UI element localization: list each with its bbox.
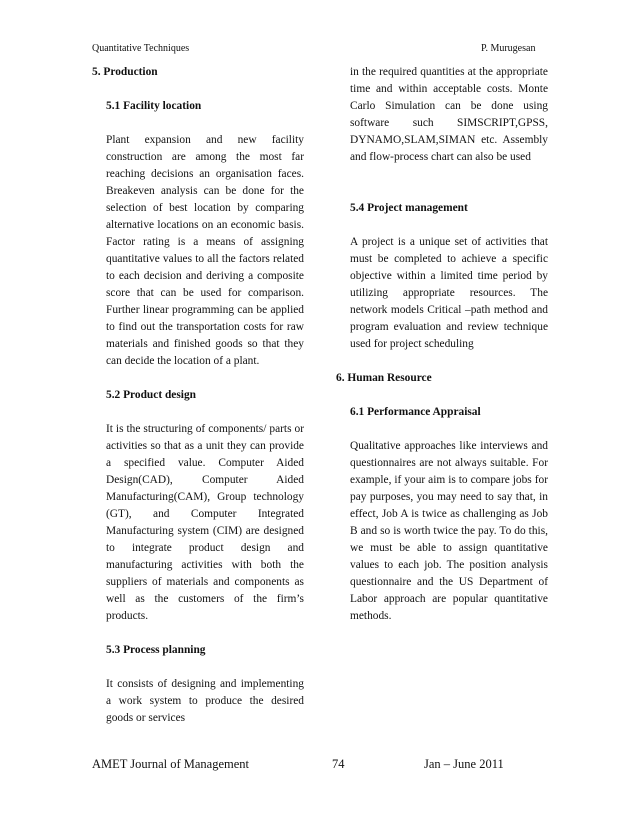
section-6-heading: 6. Human Resource — [336, 372, 432, 384]
section-5-4-heading: 5.4 Project management — [350, 202, 468, 214]
section-5-3-body: It consists of designing and implementing a work system to produce the desired goods or services — [106, 678, 304, 724]
section-5-1-heading: 5.1 Facility location — [106, 100, 202, 112]
section-6-1-heading: 6.1 Performance Appraisal — [350, 406, 481, 418]
section-5-3-body-continued: in the required quantities at the appropriate time and within acceptable costs. Monte Carlo Simulation can be done using software such SIMSCRIPT,GPSS, DYNAMO,SLAM,SIMAN etc. Assembly and flow-process chart can also be used — [350, 66, 548, 163]
running-header-left: Quantitative Techniques — [92, 43, 190, 54]
section-5-3-heading: 5.3 Process planning — [106, 644, 206, 656]
section-5-2-body: It is the structuring of components/ parts or activities so that as a unit they can provide a specified value. Computer Aided Design(CAD), Computer Aided Manufacturing(CAM), Group technology (GT), and Computer Integrated Manufacturing system (CIM) are designed to integrate product design and manufacturing activities with both the suppliers of materials and components as well as the customers of the firm’s products. — [106, 423, 304, 622]
section-6-1-body: Qualitative approaches like interviews and questionnaires are not always suitable. For example, if your aim is to compare jobs for pay purposes, you may need to say that, in effect, Job A is twice as challenging as Job B and so is worth twice the pay. To do this, we must be able to assign quantitative values to each job. The position analysis questionnaire and the US Department of Labor approach are popular quantitative methods. — [350, 440, 548, 622]
section-5-heading: 5. Production — [92, 66, 158, 78]
section-5-4-body: A project is a unique set of activities that must be completed to achieve a specific objective within a limited time period by utilizing appropriate resources. The network models Critical –path method and program evaluation and review technique used for project scheduling — [350, 236, 548, 350]
footer-journal-name: AMET Journal of Management — [92, 757, 250, 771]
right-column — [336, 64, 548, 625]
left-column — [92, 64, 304, 727]
section-5-1-body: Plant expansion and new facility construction are among the most far reaching decisions an organisation faces. Breakeven analysis can be done for the selection of best location by comparing alternative locations on an economic basis. Factor rating is a means of assigning quantitative values to all the factors related to each decision and deriving a composite score that can be used for comparison. Further linear programming can be applied to find out the transportation costs for raw materials and finished goods so that they can decide the location of a plant. — [106, 134, 304, 367]
section-5-2-heading: 5.2 Product design — [106, 389, 196, 401]
footer-page-number: 74 — [332, 757, 345, 771]
footer-issue-date: Jan – June 2011 — [424, 757, 504, 771]
running-header-right: P. Murugesan — [481, 43, 536, 54]
